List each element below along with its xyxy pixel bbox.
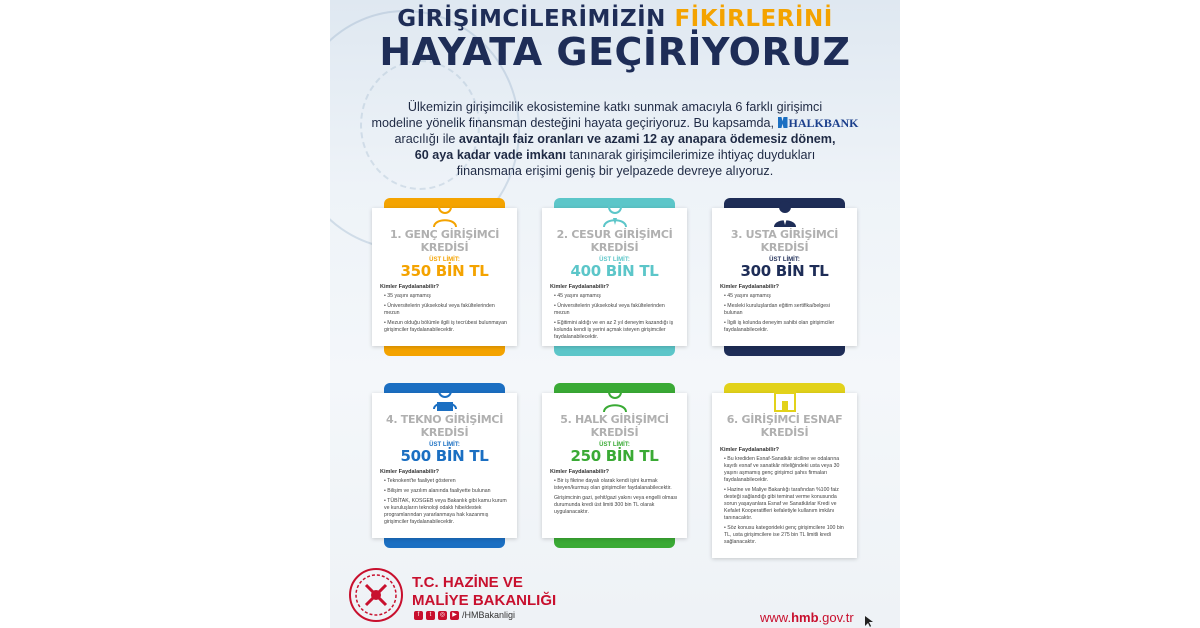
headline-line2: HAYATA GEÇİRİYORUZ — [379, 30, 851, 74]
card-limit-amount: 400 BİN TL — [570, 262, 659, 280]
intro-line3: aracılığı ile avantajlı faiz oranları ve azami 12 ay anapara ödemesiz dönem, — [394, 132, 836, 146]
card-body — [372, 393, 517, 538]
website-url[interactable]: www.hmb.gov.tr — [760, 610, 854, 625]
credit-card-halk — [542, 383, 687, 555]
card-eligibility-item: • 35 yaşını aşmamış — [384, 293, 431, 299]
twitter-icon[interactable]: t — [426, 611, 435, 620]
card-title: 1. GENÇ GİRİŞİMCİ KREDİSİ — [389, 228, 500, 254]
card-title: 5. HALK GİRİŞİMCİ KREDİSİ — [560, 413, 669, 439]
halkbank-logo: HALKBANK — [778, 115, 859, 131]
credit-card-esnaf — [712, 383, 857, 568]
card-title: 4. TEKNO GİRİŞİMCİ KREDİSİ — [385, 413, 503, 439]
card-eligibility-item: • Mesleki kuruluşlardan eğitim sertifika/belgesi bulunan — [724, 303, 830, 316]
card-title: 3. USTA GİRİŞİMCİ KREDİSİ — [730, 228, 839, 254]
headline-part2-highlight: FİKİRLERİNİ — [674, 6, 833, 32]
credit-card-tekno — [372, 383, 517, 555]
suited-person-icon — [771, 198, 799, 228]
card-eligibility-item: • TÜBİTAK, KOSGEB veya Bakanlık gibi kamu kurum ve kuruluşların teknoloji odaklı hibe/destek programlarından yararlanmaya hak kazanmış girişimciler faydalanabilecektir. — [384, 498, 507, 525]
card-eligibility-item: • Hazine ve Maliye Bakanlığı tarafından %100 faiz desteği sağlandığı gibi teminat verme konusunda sorun yaşayanlara Esnaf ve Sanatkârlar Kredi ve Kefalet Kooperatifleri kefaletiyle kullanım imkânı tanınacaktır. — [724, 487, 839, 521]
card-eligibility-heading: Kimler Faydalanabilir? — [550, 469, 609, 475]
card-eligibility-item: • Teknokent'te faaliyet gösteren — [384, 478, 456, 484]
young-person-icon — [431, 198, 459, 228]
intro-paragraph — [350, 99, 880, 179]
ministry-name-line1: T.C. HAZİNE VE — [412, 574, 523, 591]
card-eligibility-item: • Bu krediden Esnaf-Sanatkâr siciline ve odalarına kayıtlı esnaf ve sanatkâr niteliğindeki usta veya 30 yaşını aşmamış genç girişimci şahıs firmaları faydalanabilecektir. — [724, 456, 840, 483]
card-limit-amount: 350 BİN TL — [400, 262, 489, 280]
mouse-cursor-icon — [865, 613, 873, 625]
card-body — [712, 208, 857, 346]
public-person-icon — [601, 383, 629, 413]
intro-line2: modeline yönelik finansman desteğini hayata geçiriyoruz. Bu kapsamda, HALKBANK — [371, 116, 859, 130]
card-eligibility-item: • 45 yaşını aşmamış — [554, 293, 601, 299]
card-limit-amount: 250 BİN TL — [570, 447, 659, 465]
card-limit-label: ÜST LİMİT: — [599, 442, 630, 448]
facebook-icon[interactable]: f — [414, 611, 423, 620]
social-handle[interactable]: /HMBakanligi — [462, 610, 516, 620]
credit-card-usta — [712, 198, 857, 363]
card-eligibility-item: • 45 yaşını aşmamış — [724, 293, 771, 299]
youtube-icon[interactable]: ▶ — [450, 611, 459, 620]
card-body — [542, 393, 687, 538]
card-limit-label: ÜST LİMİT: — [599, 257, 630, 263]
ministry-name-line2: MALİYE BAKANLIĞI — [412, 592, 557, 609]
headline-part1: GİRİŞİMCİLERİMİZİN — [397, 6, 675, 32]
card-eligibility-note: Girişimcinin gazi, şehit/gazi yakını veya engelli olması durumunda kredi üst limiti 300 bin TL olarak uygulanacaktır. — [554, 495, 678, 515]
card-eligibility-heading: Kimler Faydalanabilir? — [380, 284, 439, 290]
ministry-seal-icon — [348, 567, 404, 623]
card-eligibility-heading: Kimler Faydalanabilir? — [380, 469, 439, 475]
card-limit-amount: 500 BİN TL — [400, 447, 489, 465]
card-limit-amount: 300 BİN TL — [740, 262, 829, 280]
card-eligibility-heading: Kimler Faydalanabilir? — [720, 447, 779, 453]
card-body — [542, 208, 687, 346]
card-eligibility-item: • Üniversitelerin yüksekokul veya fakültelerinden mezun — [554, 303, 665, 316]
brave-person-icon — [601, 198, 629, 228]
card-eligibility-item: • Mezun olduğu bölümle ilgili iş tecrübesi bulunmayan girişimciler faydalanabilecektir. — [384, 320, 507, 333]
headline-line1 — [330, 6, 900, 32]
card-eligibility-heading: Kimler Faydalanabilir? — [550, 284, 609, 290]
card-eligibility-item: • Üniversitelerin yüksekokul veya fakültelerinden mezun — [384, 303, 495, 316]
intro-line4: 60 aya kadar vade imkanı tanınarak girişimcilerimize ihtiyaç duydukları — [414, 148, 816, 162]
halkbank-mark-icon — [778, 117, 788, 128]
credit-card-cesur — [542, 198, 687, 363]
social-links — [414, 610, 515, 620]
card-eligibility-item: • Söz konusu kategorideki genç girişimcilere 100 bin TL, usta girişimcilere ise 275 bin TL limitli kredi sağlanacaktır. — [724, 525, 844, 545]
shop-icon — [771, 383, 799, 413]
card-body — [712, 393, 857, 558]
card-eligibility-item: • Bilişim ve yazılım alanında faaliyette bulunan — [384, 488, 491, 494]
card-title: 2. CESUR GİRİŞİMCİ KREDİSİ — [556, 228, 673, 254]
card-body — [372, 208, 517, 346]
card-eligibility-item: • İlgili iş kolunda deneyim sahibi olan girişimciler faydalanabilecektir. — [724, 320, 835, 333]
instagram-icon[interactable]: ◎ — [439, 611, 446, 618]
intro-line5: finansmana erişimi geniş bir yelpazede devreye alıyoruz. — [456, 164, 774, 178]
card-eligibility-heading: Kimler Faydalanabilir? — [720, 284, 779, 290]
poster — [330, 0, 900, 628]
card-limit-label: ÜST LİMİT: — [769, 257, 800, 263]
credit-card-genc — [372, 198, 517, 363]
card-eligibility-item: • Eğitimini aldığı ve en az 2 yıl deneyim kazandığı iş kolunda kendi iş yerini açmak isteyen girişimciler faydalanabilecektir. — [554, 320, 674, 340]
card-title: 6. GİRİŞİMCİ ESNAF KREDİSİ — [726, 413, 843, 439]
laptop-person-icon — [431, 383, 459, 413]
card-limit-label: ÜST LİMİT: — [429, 442, 460, 448]
card-eligibility-item: • Bir iş fikrine dayalı olarak kendi işini kurmak isteyen/kurmuş olan girişimciler faydalanabilecektir. — [554, 478, 672, 491]
card-limit-label: ÜST LİMİT: — [429, 257, 460, 263]
intro-line1: Ülkemizin girişimcilik ekosistemine katkı sunmak amacıyla 6 farklı girişimci — [407, 100, 823, 114]
